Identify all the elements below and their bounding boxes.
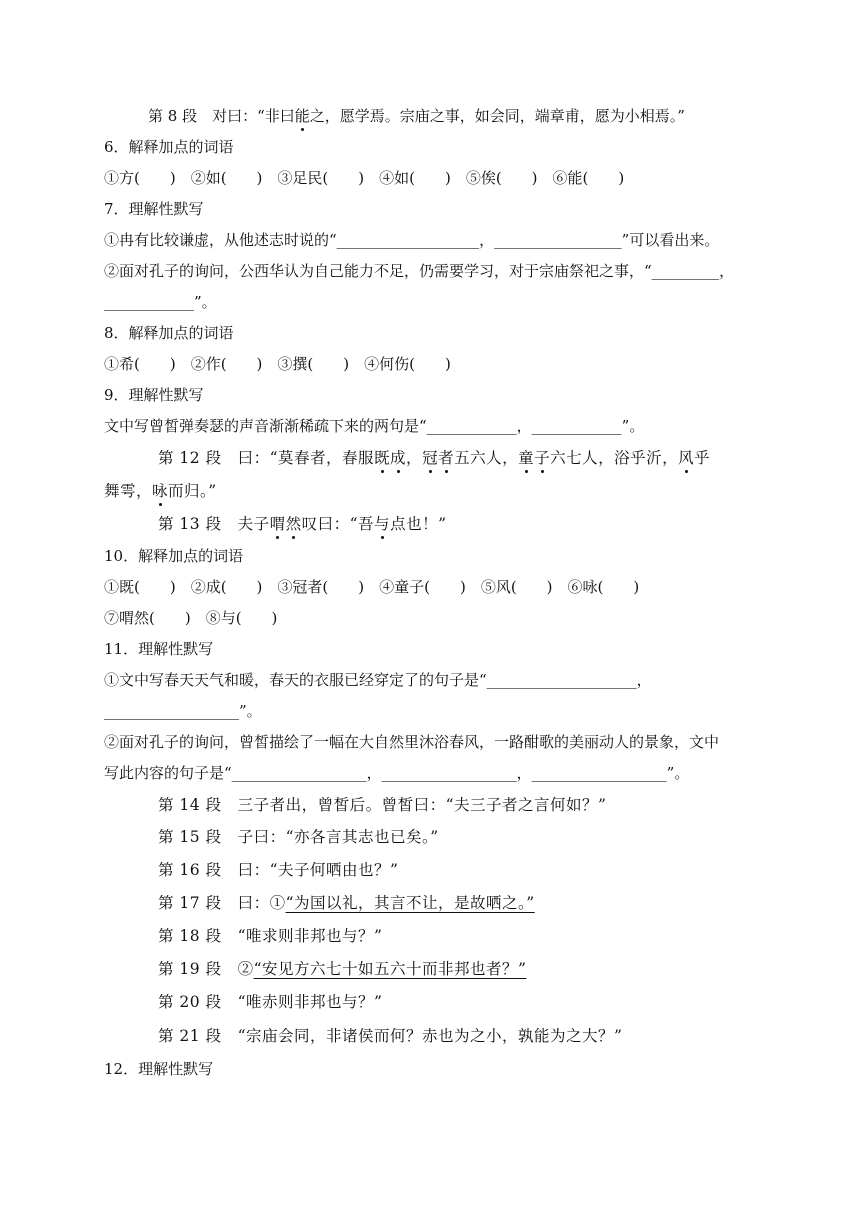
question-8-title: 8．解释加点的词语 — [104, 324, 234, 342]
dotted-word: 能 — [294, 107, 310, 125]
question-7-item-2: ②面对孔子的询问，公西华认为自己能力不足，仍需要学习，对于宗庙祭祀之事，“_________， — [104, 262, 735, 280]
text: 而归。” — [168, 482, 217, 500]
text: 叹曰：“吾 — [301, 515, 375, 533]
text: 第 8 段 对曰：“非曰 — [148, 107, 295, 125]
text: ， — [406, 449, 423, 467]
question-11-item-2-cont: 写此内容的句子是“__________________，__________________，__________________”。 — [104, 764, 690, 782]
paragraph-20: 第 20 段 “唯赤则非邦也与？” — [158, 993, 383, 1011]
text: 六七人，浴乎沂， — [550, 449, 679, 467]
question-7-item-1: ①冉有比较谦虚，从他述志时说的“___________________，_________________”可以看出来。 — [104, 231, 720, 249]
question-8-items: ①希( ) ②作( ) ③撰( ) ④何伤( ) — [104, 355, 451, 373]
question-11-title: 11．理解性默写 — [104, 640, 214, 658]
paragraph-19 — [158, 959, 526, 979]
text: 点也！” — [390, 515, 447, 533]
dotted-word: 子 — [534, 449, 551, 467]
text: 第 17 段 曰：① — [158, 894, 286, 912]
paragraph-17 — [158, 893, 535, 913]
dotted-word: 咏 — [152, 482, 169, 500]
question-10-title: 10．解释加点的词语 — [104, 547, 244, 565]
text: 之，愿学焉。宗庙之事，如会同，端章甫，愿为小相焉。” — [309, 107, 685, 125]
dotted-word: 既 — [374, 449, 391, 467]
dotted-word: 喟 — [269, 515, 286, 533]
dotted-word: 然 — [285, 515, 302, 533]
paragraph-13 — [158, 514, 447, 534]
question-12-title: 12．理解性默写 — [104, 1060, 214, 1078]
text: 五六人， — [454, 449, 519, 467]
text: 第 19 段 ② — [158, 960, 254, 978]
question-6-items: ①方( ) ②如( ) ③足民( ) ④如( ) ⑤俟( ) ⑥能( ) — [104, 169, 625, 187]
text: 第 12 段 曰：“莫春者，春服 — [158, 449, 375, 467]
text: 舞雩， — [104, 482, 153, 500]
text: 乎 — [694, 449, 711, 467]
dotted-word: 冠 — [422, 449, 439, 467]
question-7-item-2-cont: ____________”。 — [104, 293, 217, 311]
dotted-word: 风 — [678, 449, 695, 467]
text: 第 13 段 夫子 — [158, 515, 270, 533]
paragraph-8 — [148, 106, 685, 126]
question-11-item-1: ①文中写春天天气和暖，春天的衣服已经穿定了的句子是“____________________， — [104, 671, 652, 689]
dotted-word: 童 — [518, 449, 535, 467]
dotted-word: 者 — [438, 449, 455, 467]
paragraph-12 — [158, 448, 710, 468]
question-6-title: 6．解释加点的词语 — [104, 138, 234, 156]
question-10-items: ①既( ) ②成( ) ③冠者( ) ④童子( ) ⑤风( ) ⑥咏( ) — [104, 578, 640, 596]
paragraph-12-cont — [104, 481, 217, 501]
question-11-item-1-cont: __________________”。 — [104, 702, 262, 720]
underlined-sentence-2: “安见方六七十如五六十而非邦也者？” — [253, 960, 527, 978]
question-11-item-2: ②面对孔子的询问，曾皙描绘了一幅在大自然里沐浴春风，一路酣歌的美丽动人的景象，文中 — [104, 733, 720, 751]
paragraph-16: 第 16 段 曰：“夫子何哂由也？” — [158, 861, 399, 879]
underlined-sentence-1: “为国以礼，其言不让，是故哂之。” — [285, 894, 535, 912]
paragraph-21: 第 21 段 “宗庙会同，非诸侯而何？赤也为之小，孰能为之大？” — [158, 1027, 623, 1045]
dotted-word: 成 — [390, 449, 407, 467]
question-9-title: 9．理解性默写 — [104, 386, 204, 404]
question-7-title: 7．理解性默写 — [104, 200, 204, 218]
question-10-items-cont: ⑦喟然( ) ⑧与( ) — [104, 609, 278, 627]
paragraph-18: 第 18 段 “唯求则非邦也与？” — [158, 927, 383, 945]
question-9-item: 文中写曾皙弹奏瑟的声音渐渐稀疏下来的两句是“____________，____________”。 — [104, 417, 645, 435]
dotted-word: 与 — [374, 515, 391, 533]
paragraph-14: 第 14 段 三子者出，曾皙后。曾皙曰：“夫三子者之言何如？” — [158, 796, 607, 814]
paragraph-15: 第 15 段 子曰：“亦各言其志也已矣。” — [158, 828, 439, 846]
